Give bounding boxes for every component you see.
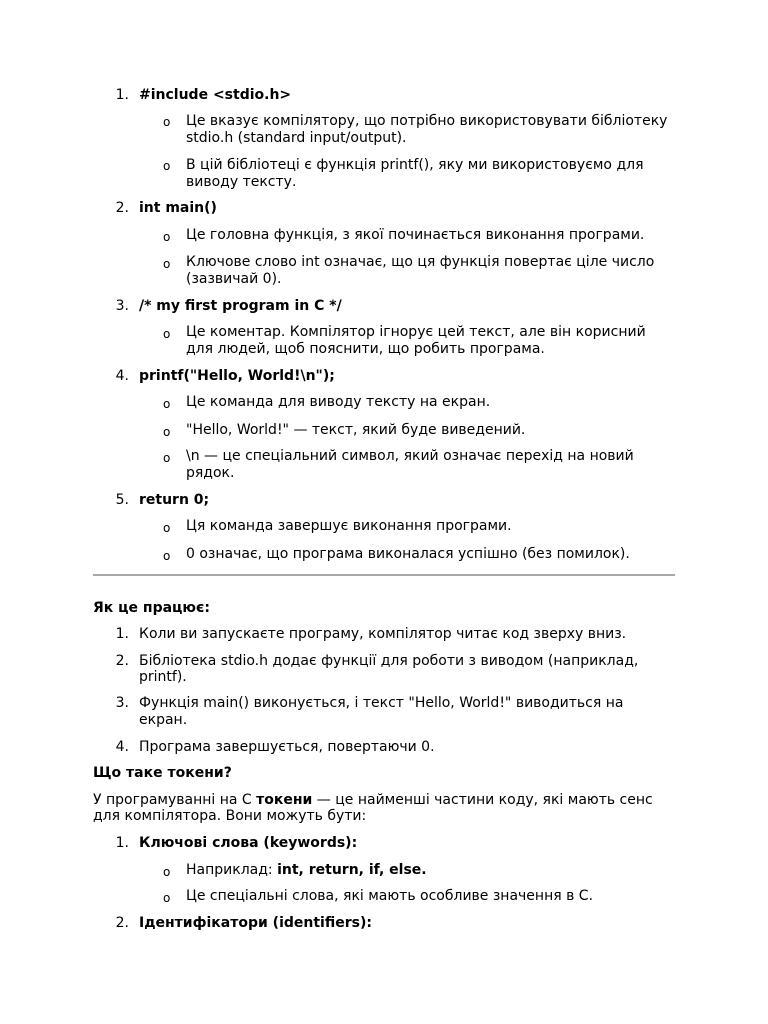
list-number: 1. [115, 835, 129, 851]
bullet-text: 0 означає, що програма виконалася успішно (без помилок). [186, 546, 630, 562]
bullet-text: для людей, щоб пояснити, що робить програма. [186, 341, 545, 357]
list-item-text: екран. [139, 712, 188, 728]
bullet-marker: o [163, 521, 171, 535]
bullet-text: Це головна функція, з якої починається виконання програми. [186, 227, 645, 243]
list-item-text: printf). [139, 669, 187, 685]
tokens-intro-text: У програмуванні на C [93, 792, 257, 808]
bullet-text: В цій бібліотеці є функція printf(), яку ми використовуємо для [186, 157, 644, 173]
list-item-text: Функція main() виконується, і текст "Hello, World!" виводиться на [139, 695, 624, 711]
bullet-text: stdio.h (standard input/output). [186, 130, 407, 146]
bullet-marker: o [163, 451, 171, 465]
bullet-text: Це спеціальні слова, які мають особливе значення в C. [186, 888, 594, 904]
bullet-marker: o [163, 425, 171, 439]
bullet-marker: o [163, 257, 171, 271]
code-heading-return: return 0; [139, 492, 210, 508]
token-type-identifiers: Ідентифікатори (identifiers): [139, 915, 372, 931]
bullet-text: Ключове слово int означає, що ця функція повертає ціле число [186, 254, 655, 270]
section-heading-how-it-works: Як це працює: [93, 600, 210, 616]
bullet-text: "Hello, World!" — текст, який буде виведений. [186, 422, 526, 438]
list-item-text: Коли ви запускаєте програму, компілятор читає код зверху вниз. [139, 626, 627, 642]
bullet-marker: o [163, 865, 171, 879]
tokens-intro-text: — це найменші частини коду, які мають сенс [312, 792, 653, 808]
horizontal-divider [93, 574, 675, 576]
bullet-marker: o [163, 230, 171, 244]
token-type-keywords: Ключові слова (keywords): [139, 835, 358, 851]
list-number: 3. [115, 695, 129, 711]
code-heading-include: #include <stdio.h> [139, 87, 292, 103]
list-number: 4. [115, 739, 129, 755]
list-number: 3. [115, 298, 129, 314]
tokens-intro-line2: для компілятора. Вони можуть бути: [93, 808, 367, 824]
bullet-text: Це коментар. Компілятор ігнорує цей текст, але він корисний [186, 324, 646, 340]
bullet-marker: o [163, 115, 171, 129]
bullet-text [186, 862, 427, 879]
bullet-text-plain: Наприклад: [186, 862, 278, 878]
code-heading-printf: printf("Hello, World!\n"); [139, 368, 335, 384]
bullet-text: Це команда для виводу тексту на екран. [186, 394, 491, 410]
list-number: 5. [115, 492, 129, 508]
bullet-text-bold: int, return, if, else. [277, 862, 427, 878]
bullet-text: рядок. [186, 465, 235, 481]
bullet-text: (зазвичай 0). [186, 271, 282, 287]
bullet-marker: o [163, 891, 171, 905]
list-number: 1. [115, 626, 129, 642]
bullet-marker: o [163, 159, 171, 173]
tokens-intro-bold: токени [256, 792, 313, 808]
list-item-text: Програма завершується, повертаючи 0. [139, 739, 435, 755]
tokens-intro-line1 [93, 792, 653, 809]
list-number: 2. [115, 653, 129, 669]
bullet-text: Це вказує компілятору, що потрібно використовувати бібліотеку [186, 113, 668, 129]
list-number: 2. [115, 200, 129, 216]
bullet-marker: o [163, 327, 171, 341]
list-number: 1. [115, 87, 129, 103]
list-number: 4. [115, 368, 129, 384]
bullet-text: Ця команда завершує виконання програми. [186, 518, 512, 534]
bullet-text: \n — це спеціальний символ, який означає перехід на новий [186, 448, 634, 464]
code-heading-main: int main() [139, 200, 217, 216]
section-heading-tokens: Що таке токени? [93, 765, 232, 781]
code-heading-comment: /* my first program in C */ [139, 298, 342, 314]
bullet-text: виводу тексту. [186, 174, 297, 190]
bullet-marker: o [163, 397, 171, 411]
list-item-text: Бібліотека stdio.h додає функції для роботи з виводом (наприклад, [139, 653, 639, 669]
bullet-marker: o [163, 549, 171, 563]
list-number: 2. [115, 915, 129, 931]
